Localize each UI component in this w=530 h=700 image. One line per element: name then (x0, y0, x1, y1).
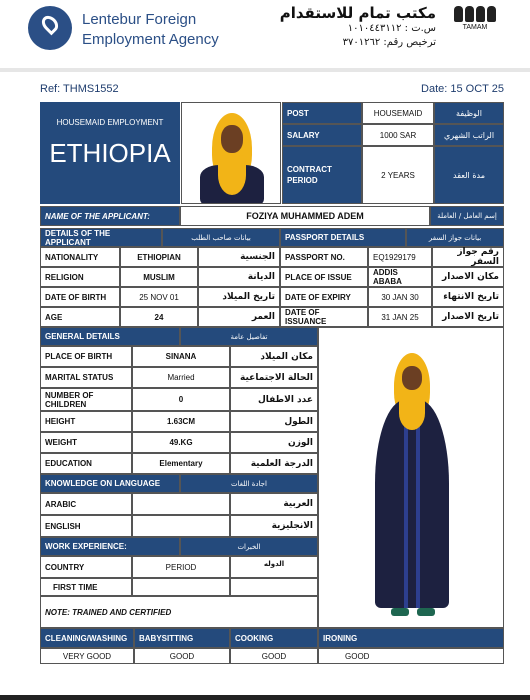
work-experience-title: WORK EXPERIENCE: (40, 537, 180, 556)
passport-value: ADDIS ABABA (368, 267, 432, 287)
country-title: ETHIOPIA (49, 138, 171, 168)
applicant-name-label: NAME OF THE APPLICANT: (40, 206, 180, 226)
language-value (132, 493, 230, 515)
document-date: Date: 15 OCT 25 (421, 83, 504, 95)
passport-label-ar: مكان الاصدار (432, 267, 504, 287)
contract-period-label: CONTRACT PERIOD (282, 146, 362, 204)
skill-value: VERY GOOD (40, 648, 134, 664)
first-time-label: FIRST TIME (40, 578, 132, 596)
post-label-ar: الوظيفة (434, 102, 504, 124)
contract-period-label-ar: مدة العقد (434, 146, 504, 204)
general-label: NUMBER OF CHILDREN (40, 388, 132, 411)
general-value: Elementary (132, 453, 230, 474)
details-label-ar: الجنسية (198, 247, 280, 267)
passport-value: 30 JAN 30 (368, 287, 432, 307)
passport-label-ar: رقم جواز السفر (432, 247, 504, 267)
reference-line (40, 83, 504, 95)
details-label-ar: تاريخ الميلاد (198, 287, 280, 307)
work-country-label: COUNTRY (40, 556, 132, 578)
details-value: 24 (120, 307, 198, 327)
details-label: RELIGION (40, 267, 120, 287)
details-value: MUSLIM (120, 267, 198, 287)
passport-label: DATE OF EXPIRY (280, 287, 368, 307)
work-period-label: PERIOD (132, 556, 230, 578)
language-label: ENGLISH (40, 515, 132, 537)
general-label: HEIGHT (40, 411, 132, 432)
details-value: 25 NOV 01 (120, 287, 198, 307)
language-title-ar: اجادة اللغات (180, 474, 318, 493)
page-bottom-edge (0, 695, 530, 700)
passport-details-title: PASSPORT DETAILS (280, 228, 406, 247)
applicant-details-title: DETAILS OF THE APPLICANT (40, 228, 162, 247)
skill-value: GOOD (230, 648, 318, 664)
language-value (132, 515, 230, 537)
general-label: EDUCATION (40, 453, 132, 474)
details-label: DATE OF BIRTH (40, 287, 120, 307)
applicant-name-label-ar: إسم العامل / العاملة (430, 206, 504, 226)
general-value: 1.63CM (132, 411, 230, 432)
general-value: 0 (132, 388, 230, 411)
post-label: POST (282, 102, 362, 124)
passport-details-title-ar: بيانات جواز السفر (406, 228, 504, 247)
skill-label: CLEANING/WASHING (40, 628, 134, 648)
general-details-title-ar: تفاصيل عامة (180, 327, 318, 346)
language-label-ar: العربية (230, 493, 318, 515)
job-country-panel (40, 102, 180, 204)
commercial-registration-ar: س.ت : ١٠١٠٤٤٣١١٢ (347, 23, 436, 34)
details-label-ar: العمر (198, 307, 280, 327)
letterhead (0, 0, 530, 72)
first-time-value (132, 578, 230, 596)
general-value: Married (132, 367, 230, 388)
housemaid-employment-label: HOUSEMAID EMPLOYMENT (56, 118, 164, 127)
passport-value: EQ1929179 (368, 247, 432, 267)
passport-value: 31 JAN 25 (368, 307, 432, 327)
work-country-label-ar: الدوله (230, 556, 318, 578)
general-value: SINANA (132, 346, 230, 367)
passport-label: PLACE OF ISSUE (280, 267, 368, 287)
applicant-full-body-photo (318, 327, 504, 628)
general-label-ar: الطول (230, 411, 318, 432)
applicant-name: FOZIYA MUHAMMED ADEM (180, 206, 430, 226)
office-arabic-block (256, 4, 436, 50)
general-label-ar: عدد الاطفال (230, 388, 318, 411)
general-label: PLACE OF BIRTH (40, 346, 132, 367)
office-name-ar: مكتب تمام للاستقدام (279, 4, 436, 22)
passport-label: DATE OF ISSUANCE (280, 307, 368, 327)
training-note: NOTE: TRAINED AND CERTIFIED (40, 596, 318, 628)
general-label-ar: الحالة الاجتماعية (230, 367, 318, 388)
agency-logo-icon (28, 6, 72, 50)
applicant-details-title-ar: بيانات صاحب الطلب (162, 228, 280, 247)
passport-label-ar: تاريخ الاصدار (432, 307, 504, 327)
first-time-extra (230, 578, 318, 596)
tamam-logo-icon (444, 6, 506, 46)
details-value: ETHIOPIAN (120, 247, 198, 267)
tamam-logo-label: TAMAM (462, 24, 488, 31)
salary-label: SALARY (282, 124, 362, 146)
general-label: WEIGHT (40, 432, 132, 453)
license-number-ar: ترخيص رقم: ٣٧٠١٢٦٢ (342, 37, 436, 48)
details-label: AGE (40, 307, 120, 327)
details-label: NATIONALITY (40, 247, 120, 267)
skill-label: IRONING (318, 628, 504, 648)
passport-label-ar: تاريخ الانتهاء (432, 287, 504, 307)
contract-period-value: 2 YEARS (362, 146, 434, 204)
work-experience-title-ar: الخبرات (180, 537, 318, 556)
salary-value: 1000 SAR (362, 124, 434, 146)
reference-number: Ref: THMS1552 (40, 83, 119, 95)
general-label-ar: الدرجة العلمية (230, 453, 318, 474)
post-value: HOUSEMAID (362, 102, 434, 124)
language-title: KNOWLEDGE ON LANGUAGE (40, 474, 180, 493)
salary-label-ar: الراتب الشهري (434, 124, 504, 146)
header-divider (0, 68, 530, 72)
skill-value: GOOD (318, 648, 504, 664)
general-label: MARITAL STATUS (40, 367, 132, 388)
passport-label: PASSPORT NO. (280, 247, 368, 267)
general-details-title: GENERAL DETAILS (40, 327, 180, 346)
language-label: ARABIC (40, 493, 132, 515)
skill-value: GOOD (134, 648, 230, 664)
agency-name: Lentebur Foreign Employment Agency (82, 11, 219, 48)
general-label-ar: الوزن (230, 432, 318, 453)
general-label-ar: مكان الميلاد (230, 346, 318, 367)
details-label-ar: الديانة (198, 267, 280, 287)
general-value: 49.KG (132, 432, 230, 453)
skill-label: COOKING (230, 628, 318, 648)
language-label-ar: الانجليزية (230, 515, 318, 537)
skill-label: BABYSITTING (134, 628, 230, 648)
applicant-portrait-photo (181, 102, 281, 204)
